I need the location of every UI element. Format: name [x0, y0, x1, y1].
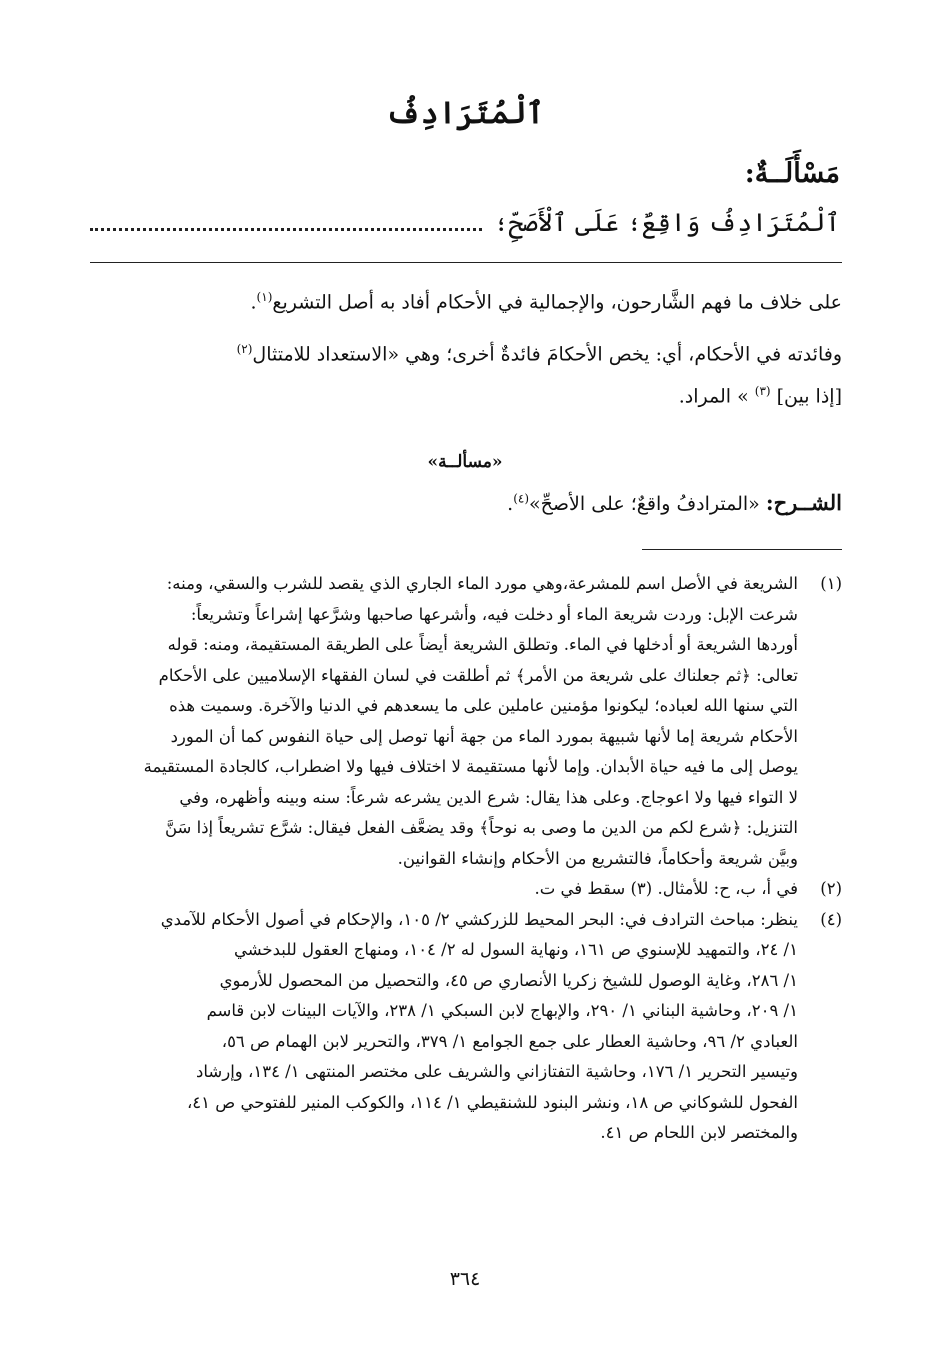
footnote-text: وتيسير التحرير ١/ ١٧٦، وحاشية التفتازاني والشريف على مختصر المنتهى ١/ ١٣٤، وإرشاد — [196, 1062, 798, 1081]
footnote-text: ١/ ٢٤، والتمهيد للإسنوي ص ١٦١، ونهاية السول له ٢/ ١٠٤، ومنهاج العقول للبدخشي — [233, 940, 798, 959]
footnote-text: لا التواء فيها ولا اعوجاج. وعلى هذا يقال: شرع الدين يشرعه شرعاً: سنه وبينه وأظهره، وفي — [179, 787, 798, 807]
footnote-text: شرعت الإبل: وردت شريعة الماء أو دخلت فيه، وأشرعها صاحبها وشرَّعها إشراعاً وتشريعاً: — [190, 604, 798, 624]
issue-heading: مَسْأَلَــةٌ: — [744, 158, 840, 189]
sharh-line — [507, 490, 842, 515]
paragraph-end: . — [250, 291, 257, 314]
footnote-text: الشريعة في الأصل اسم للمشرعة،وهي مورد الماء الجاري الذي يقصد للشرب والسقي، ومنه: — [166, 574, 798, 593]
footnote-text: يوصل إلى ما فيه حياة الأبدان. وإما لأنها مستقيمة لا اختلاف فيها ولا اضطراب، كالجادة المستقيمة — [143, 757, 798, 776]
commentary-paragraph-1 — [251, 290, 843, 313]
separator-rule — [90, 262, 842, 263]
footnote-number: (٤) — [820, 909, 842, 929]
footnote-number: (١) — [820, 574, 842, 593]
footnote-text: التنزيل: ﴿شرع لكم من الدين ما وصى به نوحاً﴾ وقد يضعَّف الفعل فيقال: شرَّع تشريعاً إذا سَنَّ — [164, 818, 798, 837]
sharh-text: «المترادفُ واقعٌ؛ على الأصحِّ» — [529, 493, 760, 515]
footnote-text: أوردها الشريعة أو أدخلها في الماء. وتطلق الشريعة أيضاً على الطريقة المستقيمة، ومنه: قوله — [167, 635, 798, 654]
matn-text: ٱلْمُتَرَادِفُ وَاقِعٌ؛ عَلَى ٱلْأَصَحِّ؛ — [493, 208, 840, 237]
paragraph-text: وفائدته في الأحكام، أي: يخص الأحكامَ فائدةٌ أخرى؛ وهي «الاستعداد للامتثال — [252, 343, 842, 366]
footnote-text: في أ، ب، ح: للأمثال. (٣) سقط في ت. — [534, 879, 798, 898]
commentary-paragraph-2 — [237, 342, 842, 365]
paragraph-text: على خلاف ما فهم الشَّارحون، والإجمالية في الأحكام أفاد به أصل التشريع — [272, 291, 842, 314]
chapter-title: ٱلْمُتَرَادِفُ — [385, 96, 545, 131]
footnote-separator — [642, 549, 842, 550]
sharh-label: الشــرح: — [765, 490, 842, 515]
page-number: ٣٦٤ — [449, 1268, 481, 1290]
footnote-text: ١/ ٢٠٩، وحاشية البناني ١/ ٢٩٠، والإبهاج لابن السبكي ١/ ٢٣٨، والآيات البينات لابن قاسم — [206, 1001, 798, 1020]
sub-issue-heading: «مسألــة» — [427, 452, 503, 472]
sharh-end: . — [507, 493, 514, 515]
footnote-ref: (٢) — [236, 342, 253, 356]
footnote-ref: (٣) — [754, 384, 771, 398]
dotted-leader — [90, 216, 482, 231]
footnote-text: تعالى: ﴿ثم جعلناك على شريعة من الأمر﴾ ثم أطلقت في لسان الفقهاء الإسلاميين على الأحكام — [158, 665, 798, 685]
footnote-text: التي سنها الله لعباده؛ ليكونوا مؤمنين عاملين على ما يسعدهم في الدنيا والآخرة. وسميت هذه — [169, 696, 798, 715]
footnote-number: (٢) — [820, 879, 842, 898]
bracketed-insert: [إذا بين] — [776, 385, 842, 408]
footnote-text: ١/ ٢٨٦، وغاية الوصول للشيخ زكريا الأنصاري ص ٤٥، والتحصيل من المحصول للأرموي — [219, 970, 798, 990]
paragraph-text: » المراد. — [678, 385, 749, 408]
footnote-text: العبادي ٢/ ٩٦، وحاشية العطار على جمع الجوامع ١/ ٣٧٩، والتحرير لابن الهمام ص ٥٦، — [221, 1031, 798, 1051]
footnote-ref: (٤) — [513, 491, 530, 506]
matn-line — [90, 208, 840, 237]
footnote-text: الأحكام شريعة إما لأنها شبيهة بمورد الماء من جهة أنها توصل إلى حياة النفوس كما أن المورد — [170, 726, 798, 746]
footnote-ref: (١) — [256, 290, 273, 304]
commentary-paragraph-2-continued — [679, 384, 842, 407]
footnote-text: ينظر: مباحث الترادف في: البحر المحيط للزركشي ٢/ ١٠٥، والإحكام في أصول الأحكام للآمدي — [160, 909, 798, 929]
footnote-text: الفحول للشوكاني ص ١٨، ونشر البنود للشنقيطي ١/ ١١٤، والكوكب المنير للفتوحي ص ٤١، — [186, 1092, 798, 1112]
footnote-text: وبيَّن شريعة وأحكاماً، فالتشريع من الأحكام وإنشاء القوانين. — [397, 848, 798, 868]
footnote-text: والمختصر لابن اللحام ص ٤١. — [600, 1123, 798, 1142]
